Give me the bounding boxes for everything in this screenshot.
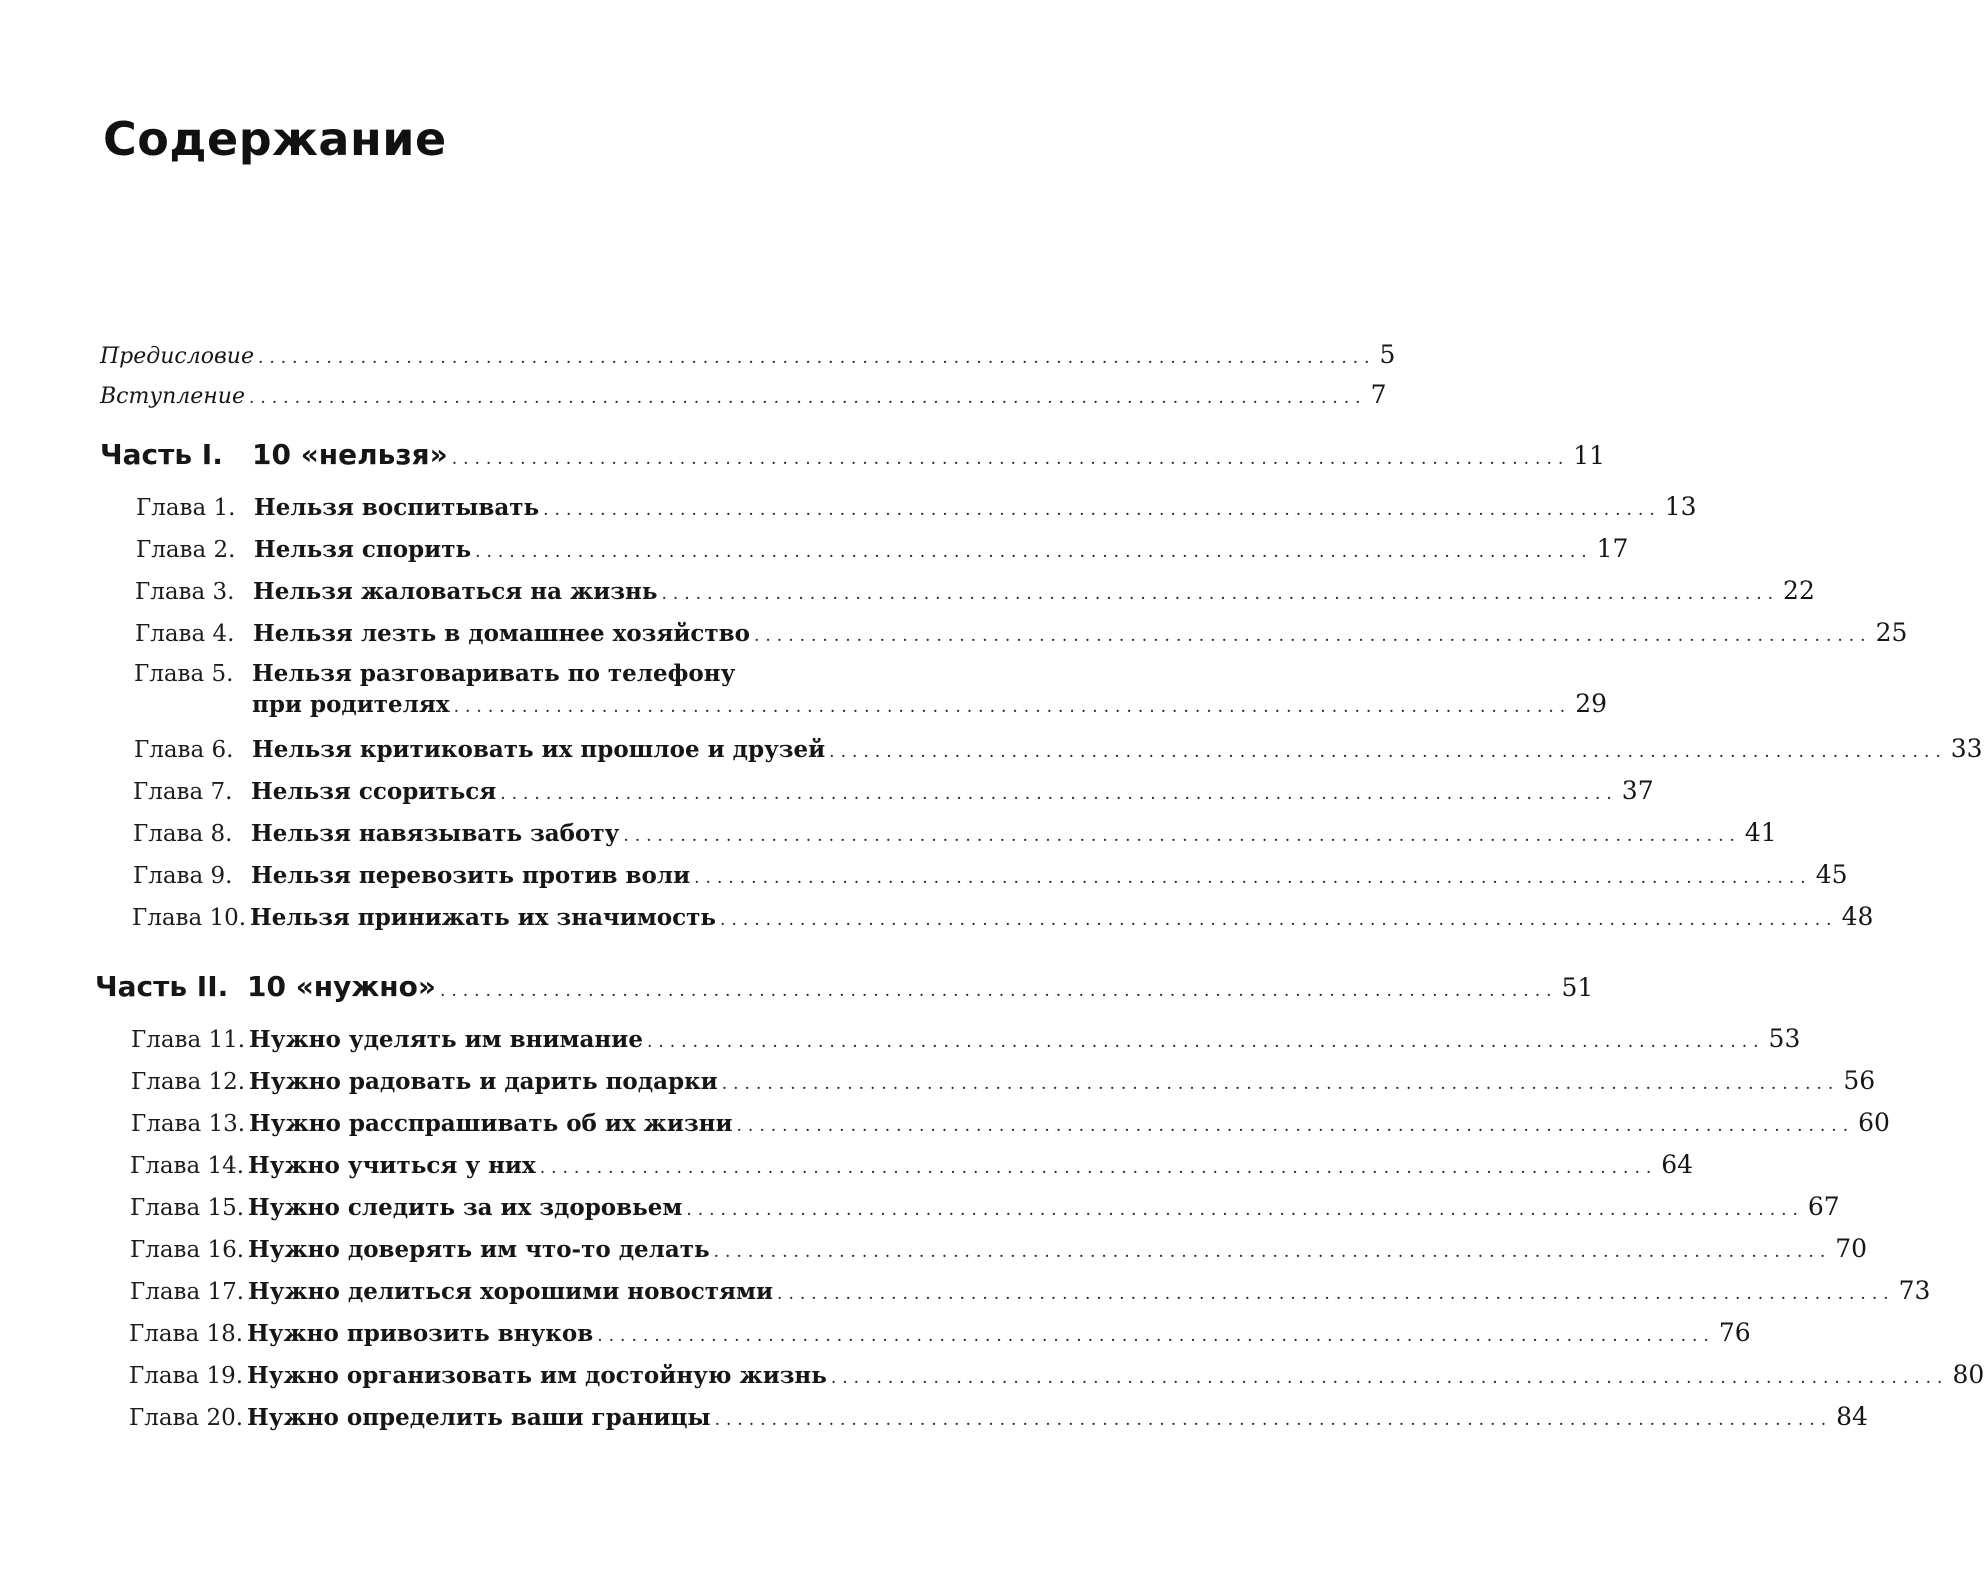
page-number: 7 bbox=[1370, 380, 1387, 409]
toc-chapter-8[interactable] bbox=[133, 818, 1777, 847]
page-number: 5 bbox=[1379, 340, 1396, 369]
chapter-label: Глава 1. bbox=[136, 495, 236, 521]
page-number: 25 bbox=[1875, 618, 1908, 647]
toc-chapter-16[interactable] bbox=[130, 1234, 1868, 1263]
toc-chapter-9[interactable] bbox=[133, 860, 1848, 889]
leader-dots: .................................................................................................. bbox=[694, 868, 1812, 888]
leader-dots: .................................................................................................. bbox=[475, 542, 1593, 562]
chapter-label: Глава 8. bbox=[133, 821, 233, 847]
leader-dots: .................................................................................................. bbox=[543, 500, 1661, 520]
toc-chapter-7[interactable] bbox=[133, 776, 1654, 805]
toc-chapter-13[interactable] bbox=[131, 1108, 1890, 1137]
leader-dots: .................................................................................................. bbox=[623, 826, 1741, 846]
chapter-label: Глава 15. bbox=[130, 1195, 245, 1221]
leader-dots: .................................................................................................. bbox=[257, 348, 1376, 368]
page-number: 70 bbox=[1835, 1234, 1868, 1263]
chapter-title: Нельзя перевозить против воли bbox=[251, 862, 691, 889]
leader-dots: .................................................................................................. bbox=[829, 742, 1947, 762]
chapter-title: Нужно уделять им внимание bbox=[249, 1026, 643, 1053]
page-number: 22 bbox=[1783, 576, 1815, 605]
toc-chapter-10[interactable] bbox=[132, 902, 1874, 931]
toc-chapter-20[interactable] bbox=[129, 1402, 1868, 1431]
toc-chapter-15[interactable] bbox=[130, 1192, 1840, 1221]
chapter-title: Нужно расспрашивать об их жизни bbox=[249, 1110, 733, 1137]
leader-dots: .................................................................................................. bbox=[754, 626, 1872, 646]
leader-dots: .................................................................................................. bbox=[686, 1200, 1804, 1220]
toc-part-2[interactable] bbox=[95, 970, 1594, 1003]
chapter-label: Глава 19. bbox=[129, 1363, 244, 1389]
leader-dots: .................................................................................................. bbox=[500, 784, 1618, 804]
toc-chapter-14[interactable] bbox=[130, 1150, 1694, 1179]
chapter-title: Нельзя принижать их значимость bbox=[250, 904, 717, 931]
entry-title: Вступление bbox=[100, 384, 245, 409]
chapter-label: Глава 12. bbox=[131, 1069, 246, 1095]
leader-dots: .................................................................................................. bbox=[453, 697, 1572, 717]
toc-chapter-19[interactable] bbox=[129, 1360, 1984, 1389]
chapter-title: Нельзя воспитывать bbox=[254, 494, 540, 521]
leader-dots: .................................................................................................. bbox=[736, 1116, 1855, 1136]
chapter-title-continued: при родителях bbox=[252, 691, 450, 718]
page-number: 29 bbox=[1575, 689, 1607, 718]
chapter-label: Глава 18. bbox=[129, 1321, 244, 1347]
page-number: 73 bbox=[1898, 1276, 1931, 1305]
chapter-label: Глава 6. bbox=[134, 737, 234, 763]
chapter-label: Глава 10. bbox=[132, 905, 247, 931]
chapter-title: Нельзя разговаривать по телефону bbox=[252, 660, 736, 687]
leader-dots: .................................................................................................. bbox=[646, 1032, 1765, 1052]
toc-chapter-2[interactable] bbox=[136, 534, 1629, 563]
chapter-title: Нужно организовать им достойную жизнь bbox=[247, 1362, 827, 1389]
toc-chapter-1[interactable] bbox=[136, 492, 1697, 521]
part-title: 10 «нужно» bbox=[247, 970, 436, 1003]
page-number: 37 bbox=[1621, 776, 1654, 805]
leader-dots: .................................................................................................. bbox=[451, 449, 1570, 469]
page-number: 76 bbox=[1718, 1318, 1751, 1347]
chapter-title: Нужно следить за их здоровьем bbox=[248, 1194, 683, 1221]
chapter-label: Глава 16. bbox=[130, 1237, 245, 1263]
chapter-title: Нельзя лезть в домашнее хозяйство bbox=[253, 620, 750, 647]
chapter-title: Нужно делиться хорошими новостями bbox=[248, 1278, 774, 1305]
page-number: 48 bbox=[1841, 902, 1874, 931]
chapter-label: Глава 2. bbox=[136, 537, 236, 563]
part-title: 10 «нельзя» bbox=[252, 438, 448, 471]
leader-dots: .................................................................................................. bbox=[830, 1368, 1949, 1388]
chapter-title: Нужно учиться у них bbox=[248, 1152, 536, 1179]
page-number: 80 bbox=[1952, 1360, 1984, 1389]
chapter-label: Глава 5. bbox=[134, 661, 234, 687]
chapter-label: Глава 9. bbox=[133, 863, 233, 889]
page-number: 33 bbox=[1950, 734, 1983, 763]
entry-title: Предисловие bbox=[100, 344, 254, 369]
part-label: Часть I. bbox=[100, 438, 223, 471]
page-number: 60 bbox=[1858, 1108, 1890, 1137]
page-number: 45 bbox=[1815, 860, 1848, 889]
toc-entry-preface[interactable] bbox=[100, 340, 1396, 369]
page-number: 64 bbox=[1661, 1150, 1694, 1179]
leader-dots: .................................................................................................. bbox=[713, 1242, 1832, 1262]
chapter-title: Нельзя навязывать заботу bbox=[251, 820, 620, 847]
leader-dots: .................................................................................................. bbox=[597, 1326, 1715, 1346]
chapter-title: Нельзя жаловаться на жизнь bbox=[253, 578, 658, 605]
chapter-label: Глава 11. bbox=[131, 1027, 246, 1053]
chapter-title: Нужно доверять им что-то делать bbox=[248, 1236, 710, 1263]
chapter-label: Глава 3. bbox=[135, 579, 235, 605]
toc-chapter-6[interactable] bbox=[134, 734, 1983, 763]
page-number: 17 bbox=[1596, 534, 1629, 563]
chapter-title: Нужно привозить внуков bbox=[247, 1320, 594, 1347]
toc-chapter-4[interactable] bbox=[135, 618, 1908, 647]
chapter-label: Глава 7. bbox=[133, 779, 233, 805]
chapter-title: Нужно радовать и дарить подарки bbox=[249, 1068, 718, 1095]
leader-dots: .................................................................................................. bbox=[439, 981, 1558, 1001]
chapter-title: Нельзя ссориться bbox=[251, 778, 497, 805]
leader-dots: .................................................................................................. bbox=[539, 1158, 1658, 1178]
leader-dots: .................................................................................................. bbox=[714, 1410, 1833, 1430]
chapter-title: Нельзя спорить bbox=[254, 536, 472, 563]
leader-dots: .................................................................................................. bbox=[721, 1074, 1840, 1094]
toc-part-1[interactable] bbox=[100, 438, 1606, 471]
chapter-label: Глава 4. bbox=[135, 621, 235, 647]
toc-chapter-12[interactable] bbox=[131, 1066, 1876, 1095]
page-number: 11 bbox=[1573, 441, 1606, 470]
part-label: Часть II. bbox=[95, 970, 229, 1003]
page-number: 13 bbox=[1664, 492, 1697, 521]
page-number: 41 bbox=[1744, 818, 1777, 847]
leader-dots: .................................................................................................. bbox=[777, 1284, 1895, 1304]
page-number: 56 bbox=[1843, 1066, 1876, 1095]
chapter-title: Нужно определить ваши границы bbox=[247, 1404, 711, 1431]
page-number: 53 bbox=[1768, 1024, 1801, 1053]
leader-dots: .................................................................................................. bbox=[720, 910, 1838, 930]
toc-chapter-11[interactable] bbox=[131, 1024, 1801, 1053]
page-number: 51 bbox=[1561, 973, 1594, 1002]
chapter-label: Глава 20. bbox=[129, 1405, 244, 1431]
page-title: Содержание bbox=[103, 112, 447, 166]
chapter-label: Глава 13. bbox=[131, 1111, 246, 1137]
toc-chapter-18[interactable] bbox=[129, 1318, 1751, 1347]
page-number: 84 bbox=[1836, 1402, 1868, 1431]
leader-dots: .................................................................................................. bbox=[661, 584, 1780, 604]
page-number: 67 bbox=[1807, 1192, 1840, 1221]
leader-dots: .................................................................................................. bbox=[249, 388, 1367, 408]
chapter-label: Глава 14. bbox=[130, 1153, 245, 1179]
chapter-label: Глава 17. bbox=[130, 1279, 245, 1305]
toc-entry-introduction[interactable] bbox=[100, 380, 1387, 409]
toc-chapter-5[interactable] bbox=[134, 660, 1607, 718]
toc-chapter-17[interactable] bbox=[130, 1276, 1931, 1305]
chapter-title: Нельзя критиковать их прошлое и друзей bbox=[252, 736, 826, 763]
toc-chapter-3[interactable] bbox=[135, 576, 1815, 605]
